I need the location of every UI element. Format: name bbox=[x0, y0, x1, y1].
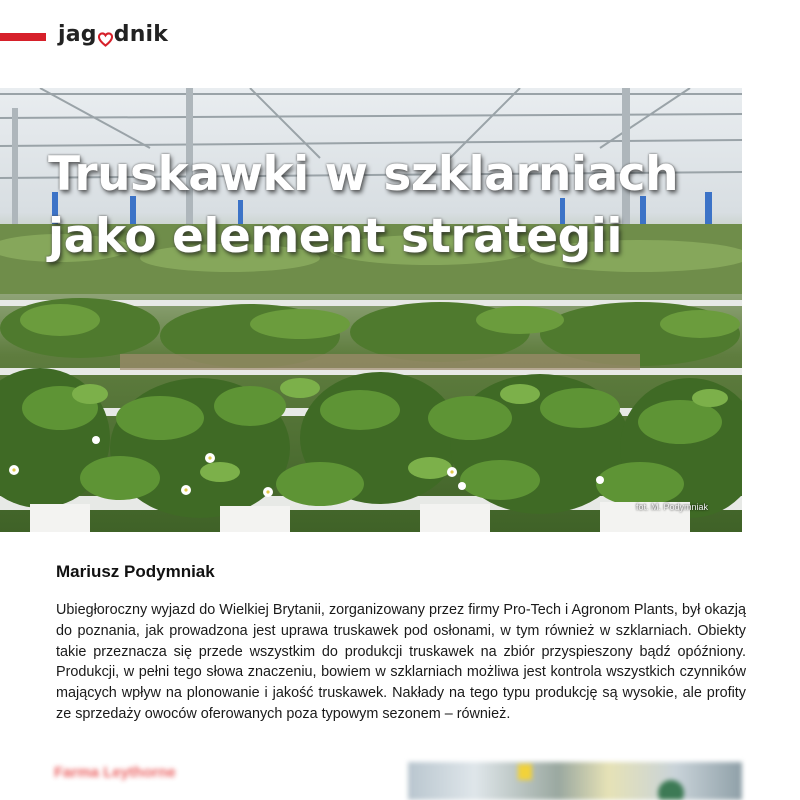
photo-detail bbox=[518, 764, 532, 780]
secondary-photo bbox=[408, 762, 742, 800]
photo-credit: fot. M. Podymniak bbox=[635, 502, 708, 512]
article-lead: Ubiegłoroczny wyjazd do Wielkiej Brytanii, zorganizowany przez firmy Pro-Tech i Agronom Plants, był okazją do poznania, jak prowadzona jest uprawa truskawek pod osłonami, w tym również w szklarniach. Obiekty takie przeznacza się przede wszystkim do produkcji truskawek na zbiór przyspieszony bądź opóźniony. Produkcji, w pełni tego słowa znaczeniu, bowiem w szklarniach możliwa jest kontrola wszystkich czynników mających wpływ na plonowanie i jakość truskawek. Nakłady na tego typu produkcję są wysokie, ale profity ze sprzedaży owoców oferowanych poza typowym sezonem – również. bbox=[56, 602, 746, 722]
title-line-1: Truskawki w szklarniach bbox=[48, 147, 679, 202]
section-subheading: Farma Leythorne bbox=[54, 764, 176, 781]
hero-photo bbox=[0, 88, 742, 532]
title-line-2: jako element strategii bbox=[48, 209, 623, 264]
brand-logo bbox=[58, 22, 168, 47]
masthead-accent-bar bbox=[0, 33, 46, 41]
article-author: Mariusz Podymniak bbox=[56, 562, 215, 581]
heart-icon bbox=[98, 28, 113, 43]
photo-detail bbox=[658, 780, 684, 800]
brand-suffix: dnik bbox=[113, 22, 169, 47]
brand-prefix: jag bbox=[58, 22, 97, 47]
article-title bbox=[48, 144, 678, 268]
